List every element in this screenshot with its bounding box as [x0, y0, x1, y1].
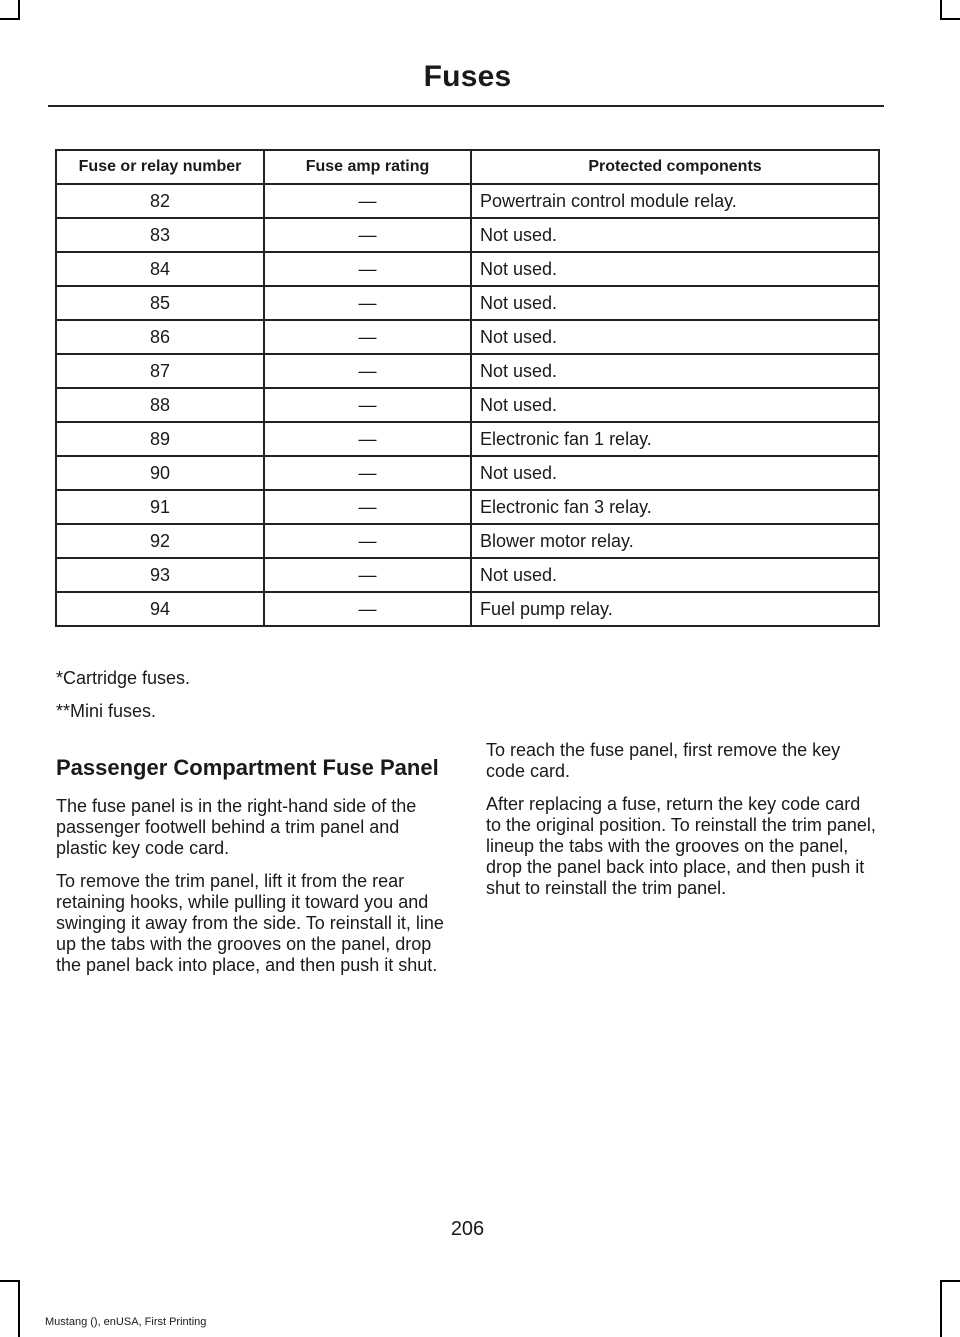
protected-component-cell: Not used.	[471, 286, 879, 320]
fuse-table-body	[56, 184, 879, 626]
crop-mark	[0, 1280, 20, 1282]
table-row	[56, 354, 879, 388]
page-number: 206	[450, 1218, 485, 1240]
table-row	[56, 524, 879, 558]
fuse-table	[55, 149, 880, 627]
protected-component-cell: Fuel pump relay.	[471, 592, 879, 626]
paragraph: To reach the fuse panel, first remove the key code card.	[486, 740, 841, 781]
amp-rating-cell: —	[264, 354, 471, 388]
crop-mark	[940, 18, 960, 20]
right-column	[486, 740, 880, 911]
fuse-number-cell: 90	[56, 456, 264, 490]
amp-rating-cell: —	[264, 388, 471, 422]
paragraph: After replacing a fuse, return the key code card to the original position. To reinstall the trim panel, lineup the tabs with the grooves on the panel, drop the panel back into place, and then push it shut to reinstall the trim panel.	[486, 794, 876, 898]
crop-mark	[0, 18, 20, 20]
fuse-number-cell: 85	[56, 286, 264, 320]
fuse-number-cell: 94	[56, 592, 264, 626]
table-row	[56, 558, 879, 592]
protected-component-cell: Not used.	[471, 388, 879, 422]
protected-component-cell: Not used.	[471, 354, 879, 388]
column-header-amp-rating: Fuse amp rating	[264, 150, 471, 184]
protected-component-cell: Not used.	[471, 252, 879, 286]
crop-mark	[940, 1280, 960, 1282]
table-row	[56, 184, 879, 218]
footnote-cartridge: *Cartridge fuses.	[56, 668, 191, 688]
fuse-number-cell: 83	[56, 218, 264, 252]
protected-component-cell: Not used.	[471, 456, 879, 490]
page-title: Fuses	[423, 60, 512, 93]
table-row	[56, 592, 879, 626]
table-row	[56, 490, 879, 524]
crop-mark	[940, 1280, 942, 1337]
footer-text: Mustang (), enUSA, First Printing	[45, 1316, 207, 1328]
fuse-number-cell: 87	[56, 354, 264, 388]
amp-rating-cell: —	[264, 490, 471, 524]
protected-component-cell: Not used.	[471, 218, 879, 252]
table-header-row	[56, 150, 879, 184]
amp-rating-cell: —	[264, 252, 471, 286]
protected-component-cell: Electronic fan 1 relay.	[471, 422, 879, 456]
column-header-protected-components: Protected components	[471, 150, 879, 184]
table-row	[56, 456, 879, 490]
amp-rating-cell: —	[264, 218, 471, 252]
fuse-number-cell: 88	[56, 388, 264, 422]
table-row	[56, 252, 879, 286]
amp-rating-cell: —	[264, 524, 471, 558]
table-row	[56, 218, 879, 252]
fuse-number-cell: 84	[56, 252, 264, 286]
section-heading: Passenger Compartment Fuse Panel	[56, 755, 439, 780]
protected-component-cell: Not used.	[471, 320, 879, 354]
amp-rating-cell: —	[264, 592, 471, 626]
fuse-number-cell: 82	[56, 184, 264, 218]
footnote-mini: **Mini fuses.	[56, 701, 157, 721]
fuse-number-cell: 86	[56, 320, 264, 354]
amp-rating-cell: —	[264, 558, 471, 592]
amp-rating-cell: —	[264, 286, 471, 320]
table-row	[56, 286, 879, 320]
title-divider	[48, 105, 884, 107]
crop-mark	[940, 0, 942, 20]
table-row	[56, 422, 879, 456]
protected-component-cell: Powertrain control module relay.	[471, 184, 879, 218]
amp-rating-cell: —	[264, 320, 471, 354]
paragraph: The fuse panel is in the right-hand side of the passenger footwell behind a trim panel and plastic key code card.	[56, 796, 417, 858]
crop-mark	[18, 1280, 20, 1337]
table-row	[56, 388, 879, 422]
left-column	[56, 757, 448, 988]
amp-rating-cell: —	[264, 456, 471, 490]
protected-component-cell: Blower motor relay.	[471, 524, 879, 558]
amp-rating-cell: —	[264, 422, 471, 456]
fuse-number-cell: 91	[56, 490, 264, 524]
fuse-number-cell: 93	[56, 558, 264, 592]
column-header-fuse-number: Fuse or relay number	[56, 150, 264, 184]
protected-component-cell: Not used.	[471, 558, 879, 592]
fuse-number-cell: 92	[56, 524, 264, 558]
amp-rating-cell: —	[264, 184, 471, 218]
protected-component-cell: Electronic fan 3 relay.	[471, 490, 879, 524]
table-row	[56, 320, 879, 354]
paragraph: To remove the trim panel, lift it from the rear retaining hooks, while pulling it toward you and swinging it away from the side. To reinstall it, line up the tabs with the grooves on the panel, drop the panel back into place, and then push it shut.	[56, 871, 444, 975]
fuse-number-cell: 89	[56, 422, 264, 456]
crop-mark	[18, 0, 20, 20]
